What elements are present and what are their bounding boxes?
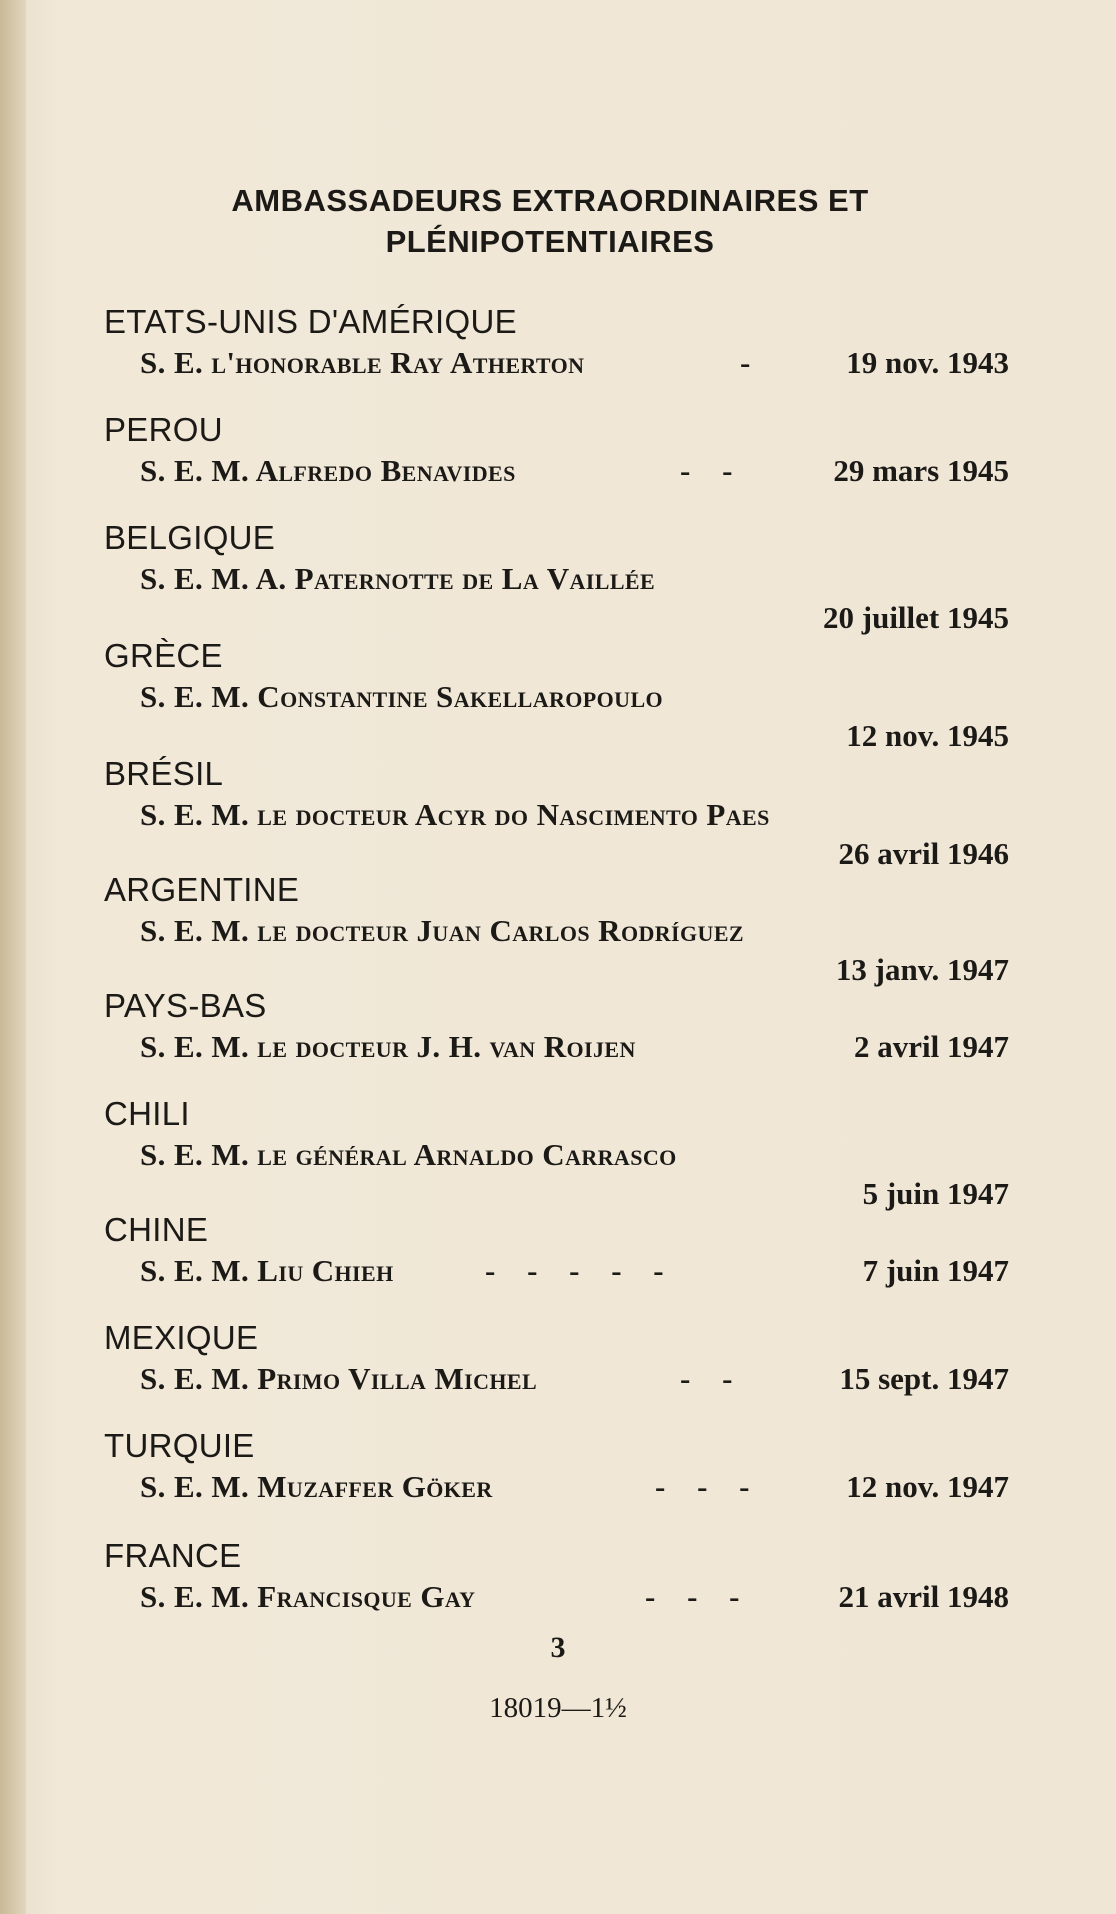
accreditation-date: 21 avril 1948 xyxy=(838,1579,1009,1614)
representative-name: S. E. M. Liu Chieh xyxy=(140,1253,394,1288)
list-item xyxy=(104,870,1009,990)
heading-line-2: PLÉNIPOTENTIAIRES xyxy=(385,224,715,259)
entry-line xyxy=(140,794,1009,836)
representative-name: S. E. l'honorable Ray Atherton xyxy=(140,345,585,380)
list-item xyxy=(104,302,1009,384)
representative-name: S. E. M. Muzaffer Göker xyxy=(140,1469,493,1504)
country-name: PAYS-BAS xyxy=(104,987,267,1024)
country-name: CHINE xyxy=(104,1211,209,1248)
entry-line xyxy=(140,1250,1009,1292)
list-item xyxy=(104,518,1009,638)
heading-line-1: AMBASSADEURS EXTRAORDINAIRES ET xyxy=(231,183,869,218)
list-item xyxy=(104,1094,1009,1214)
leader-dashes: - - xyxy=(680,453,745,488)
list-item xyxy=(104,1426,1009,1508)
binding-gutter xyxy=(0,0,26,1914)
country-name: ETATS-UNIS D'AMÉRIQUE xyxy=(104,303,517,340)
leader-dashes: - - - - - xyxy=(485,1253,676,1288)
representative-name: S. E. M. le docteur J. H. van Roijen xyxy=(140,1029,636,1064)
entry-line xyxy=(140,1466,1009,1508)
list-item xyxy=(104,1536,1009,1618)
accreditation-date: 19 nov. 1943 xyxy=(846,345,1009,380)
country-name: PEROU xyxy=(104,411,223,448)
country-name: CHILI xyxy=(104,1095,190,1132)
country-name: BELGIQUE xyxy=(104,519,276,556)
country-name: ARGENTINE xyxy=(104,871,300,908)
print-code: 18019—1½ xyxy=(489,1692,627,1724)
list-item xyxy=(104,1318,1009,1400)
leader-dashes: - xyxy=(740,345,763,380)
list-item xyxy=(104,986,1009,1068)
entry-line xyxy=(140,910,1009,952)
accreditation-date: 15 sept. 1947 xyxy=(839,1361,1009,1396)
entry-line xyxy=(140,676,1009,718)
page-number: 3 xyxy=(550,1631,566,1664)
representative-name: S. E. M. Constantine Sakellaropoulo xyxy=(140,679,664,714)
representative-name: S. E. M. le docteur Acyr do Nascimento Paes xyxy=(140,797,770,832)
entry-line xyxy=(140,450,1009,492)
entry-line xyxy=(140,1026,1009,1068)
representative-name: S. E. M. A. Paternotte de La Vaillée xyxy=(140,561,656,596)
country-name: GRÈCE xyxy=(104,637,223,674)
entry-line xyxy=(140,1576,1009,1618)
list-item xyxy=(104,410,1009,492)
country-name: MEXIQUE xyxy=(104,1319,259,1356)
accreditation-date: 12 nov. 1947 xyxy=(846,1469,1009,1504)
representative-name: S. E. M. le docteur Juan Carlos Rodríguez xyxy=(140,913,744,948)
country-name: TURQUIE xyxy=(104,1427,255,1464)
leader-dashes: - - - xyxy=(655,1469,762,1504)
entry-line xyxy=(140,1358,1009,1400)
accreditation-date: 7 juin 1947 xyxy=(862,1253,1009,1288)
representative-name: S. E. M. Francisque Gay xyxy=(140,1579,476,1614)
list-item xyxy=(104,754,1009,874)
accreditation-date: 2 avril 1947 xyxy=(854,1029,1009,1064)
accreditation-date: 29 mars 1945 xyxy=(833,453,1009,488)
country-name: FRANCE xyxy=(104,1537,242,1574)
accreditation-date: 13 janv. 1947 xyxy=(835,952,1009,987)
accreditation-date: 5 juin 1947 xyxy=(862,1176,1009,1211)
page-heading xyxy=(110,180,990,262)
list-item xyxy=(104,636,1009,756)
accreditation-date: 20 juillet 1945 xyxy=(823,600,1009,635)
accreditation-date: 12 nov. 1945 xyxy=(846,718,1009,753)
entry-line xyxy=(140,558,1009,600)
accreditation-date: 26 avril 1946 xyxy=(838,836,1009,871)
list-item xyxy=(104,1210,1009,1292)
representative-name: S. E. M. le général Arnaldo Carrasco xyxy=(140,1137,677,1172)
country-name: BRÉSIL xyxy=(104,755,224,792)
entry-line xyxy=(140,342,1009,384)
leader-dashes: - - xyxy=(680,1361,745,1396)
leader-dashes: - - - xyxy=(645,1579,752,1614)
representative-name: S. E. M. Primo Villa Michel xyxy=(140,1361,538,1396)
entry-line xyxy=(140,1134,1009,1176)
representative-name: S. E. M. Alfredo Benavides xyxy=(140,453,516,488)
